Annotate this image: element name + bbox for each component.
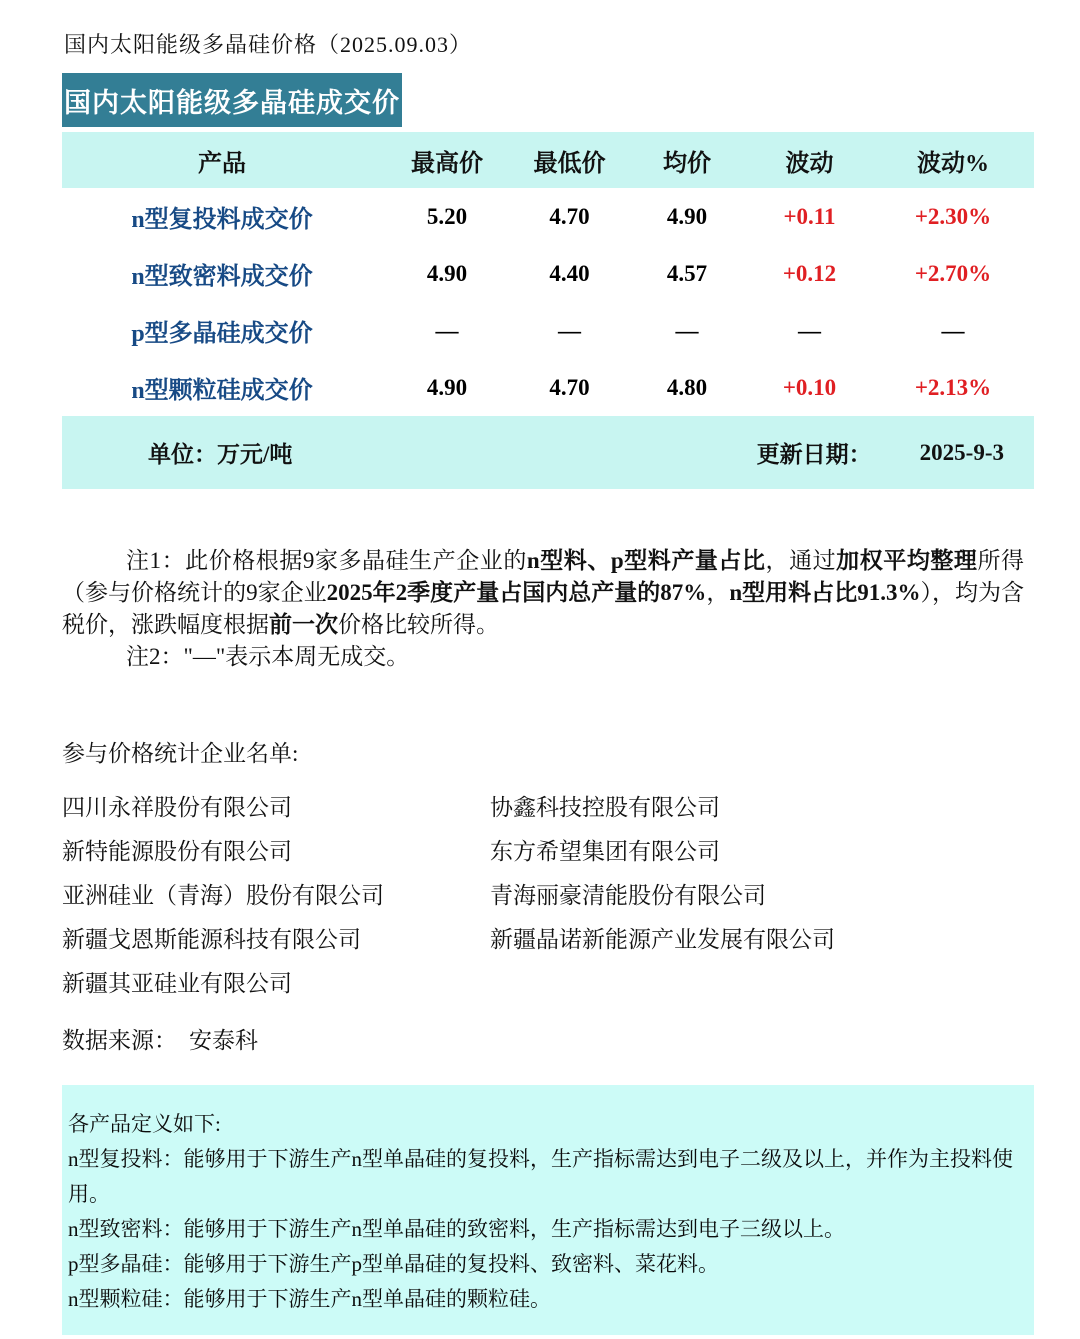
- note-1-segment: 前一次: [269, 612, 338, 637]
- note-1-segment: n型用料占比91.3%: [729, 580, 921, 605]
- cell-avg: 4.80: [666, 374, 708, 400]
- table-footer-row: [62, 416, 1034, 489]
- note-2: 注2："—"表示本周无成交。: [126, 644, 410, 669]
- cell-change_pct: +2.70%: [914, 260, 992, 286]
- column-header-5: 波动%: [917, 150, 989, 177]
- cell-low: 4.40: [549, 260, 590, 286]
- page-title: 国内太阳能级多晶硅价格（2025.09.03）: [64, 32, 473, 57]
- cell-low: 4.70: [549, 374, 590, 400]
- cell-change: +0.11: [783, 203, 836, 229]
- company-list: [62, 786, 1034, 1006]
- update-date-value: 2025-9-3: [919, 439, 1004, 465]
- cell-change_pct: —: [941, 317, 965, 343]
- data-source-label: 数据来源：: [62, 1028, 177, 1053]
- company-name: 新疆其亚硅业有限公司: [62, 971, 292, 996]
- cell-product: n型颗粒硅成交价: [131, 378, 313, 404]
- table-row: [62, 302, 1034, 359]
- cell-change_pct: +2.30%: [914, 203, 992, 229]
- cell-high: 4.90: [426, 374, 468, 400]
- cell-low: 4.70: [549, 203, 590, 229]
- update-date-label: 更新日期：: [756, 442, 872, 467]
- cell-avg: 4.57: [666, 260, 708, 286]
- cell-avg: 4.90: [666, 203, 708, 229]
- column-header-0: 产品: [198, 150, 246, 177]
- note-1-segment: 价格比较所得。: [338, 612, 499, 637]
- data-source-value: 安泰科: [189, 1028, 258, 1053]
- cell-change: +0.12: [782, 260, 837, 286]
- note-1-segment: 所得（参与价格统计的9家企业: [62, 548, 1025, 605]
- unit-label: 单位：万元/吨: [148, 442, 293, 467]
- company-name: 新疆晶诺新能源产业发展有限公司: [490, 927, 835, 952]
- table-row: [62, 188, 1034, 245]
- column-header-2: 最低价: [533, 150, 606, 177]
- note-1-segment: 2025年2季度产量占国内总产量的87%: [326, 580, 707, 605]
- company-name: 亚洲硅业（青海）股份有限公司: [62, 883, 384, 908]
- participants-section: [62, 735, 1034, 1006]
- cell-product: p型多晶硅成交价: [131, 321, 313, 347]
- notes-section: [62, 545, 1024, 673]
- participants-heading: 参与价格统计企业名单:: [62, 741, 299, 766]
- table-row: [62, 245, 1034, 302]
- company-column-right: [490, 786, 1034, 1006]
- company-name: 青海丽豪清能股份有限公司: [490, 883, 766, 908]
- cell-avg: —: [675, 317, 699, 343]
- definition-item: n型复投料：能够用于下游生产n型单晶硅的复投料，生产指标需达到电子二级及以上，并作为主投料使用。: [68, 1147, 1013, 1206]
- table-body: [62, 188, 1034, 416]
- note-1-segment: n型料、p型料产量占比: [526, 548, 766, 573]
- company-name: 新特能源股份有限公司: [62, 839, 292, 864]
- table-row: [62, 359, 1034, 416]
- cell-high: 4.90: [426, 260, 468, 286]
- company-name: 新疆戈恩斯能源科技有限公司: [62, 927, 361, 952]
- cell-product: n型复投料成交价: [131, 207, 313, 233]
- definitions-list: [68, 1142, 1026, 1317]
- cell-high: —: [435, 317, 459, 343]
- definition-item: n型颗粒硅：能够用于下游生产n型单晶硅的颗粒硅。: [68, 1287, 551, 1311]
- definition-item: n型致密料：能够用于下游生产n型单晶硅的致密料，生产指标需达到电子三级以上。: [68, 1217, 845, 1241]
- cell-change: +0.10: [782, 374, 837, 400]
- column-header-1: 最高价: [411, 150, 483, 177]
- cell-low: —: [558, 317, 581, 343]
- cell-change: —: [798, 317, 821, 343]
- price-table: [62, 132, 1034, 489]
- data-source: [62, 1022, 1034, 1055]
- company-name: 四川永祥股份有限公司: [62, 795, 292, 820]
- note-1-segment: ，: [706, 580, 730, 605]
- table-header-row: [62, 132, 1034, 188]
- note-1-segment: 注1：此价格根据9家多晶硅生产企业的: [126, 548, 527, 573]
- note-1-segment: 加权平均整理: [836, 548, 978, 573]
- definition-item: p型多晶硅：能够用于下游生产p型单晶硅的复投料、致密料、菜花料。: [68, 1252, 719, 1276]
- note-1-segment: ，通过: [765, 548, 837, 573]
- cell-change_pct: +2.13%: [914, 374, 992, 400]
- cell-product: n型致密料成交价: [131, 264, 313, 290]
- company-column-left: [62, 786, 490, 1006]
- company-name: 东方希望集团有限公司: [490, 839, 720, 864]
- note-1-segment: ），均为含税价，涨跌幅度根据: [62, 580, 1025, 637]
- definitions-panel: [62, 1085, 1034, 1335]
- table-banner: 国内太阳能级多晶硅成交价: [62, 73, 402, 127]
- definitions-heading: 各产品定义如下:: [68, 1112, 221, 1136]
- column-header-4: 波动: [785, 150, 834, 177]
- company-name: 协鑫科技控股有限公司: [490, 795, 720, 820]
- cell-high: 5.20: [426, 203, 468, 229]
- note-1: [62, 545, 1024, 641]
- column-header-3: 均价: [663, 150, 711, 177]
